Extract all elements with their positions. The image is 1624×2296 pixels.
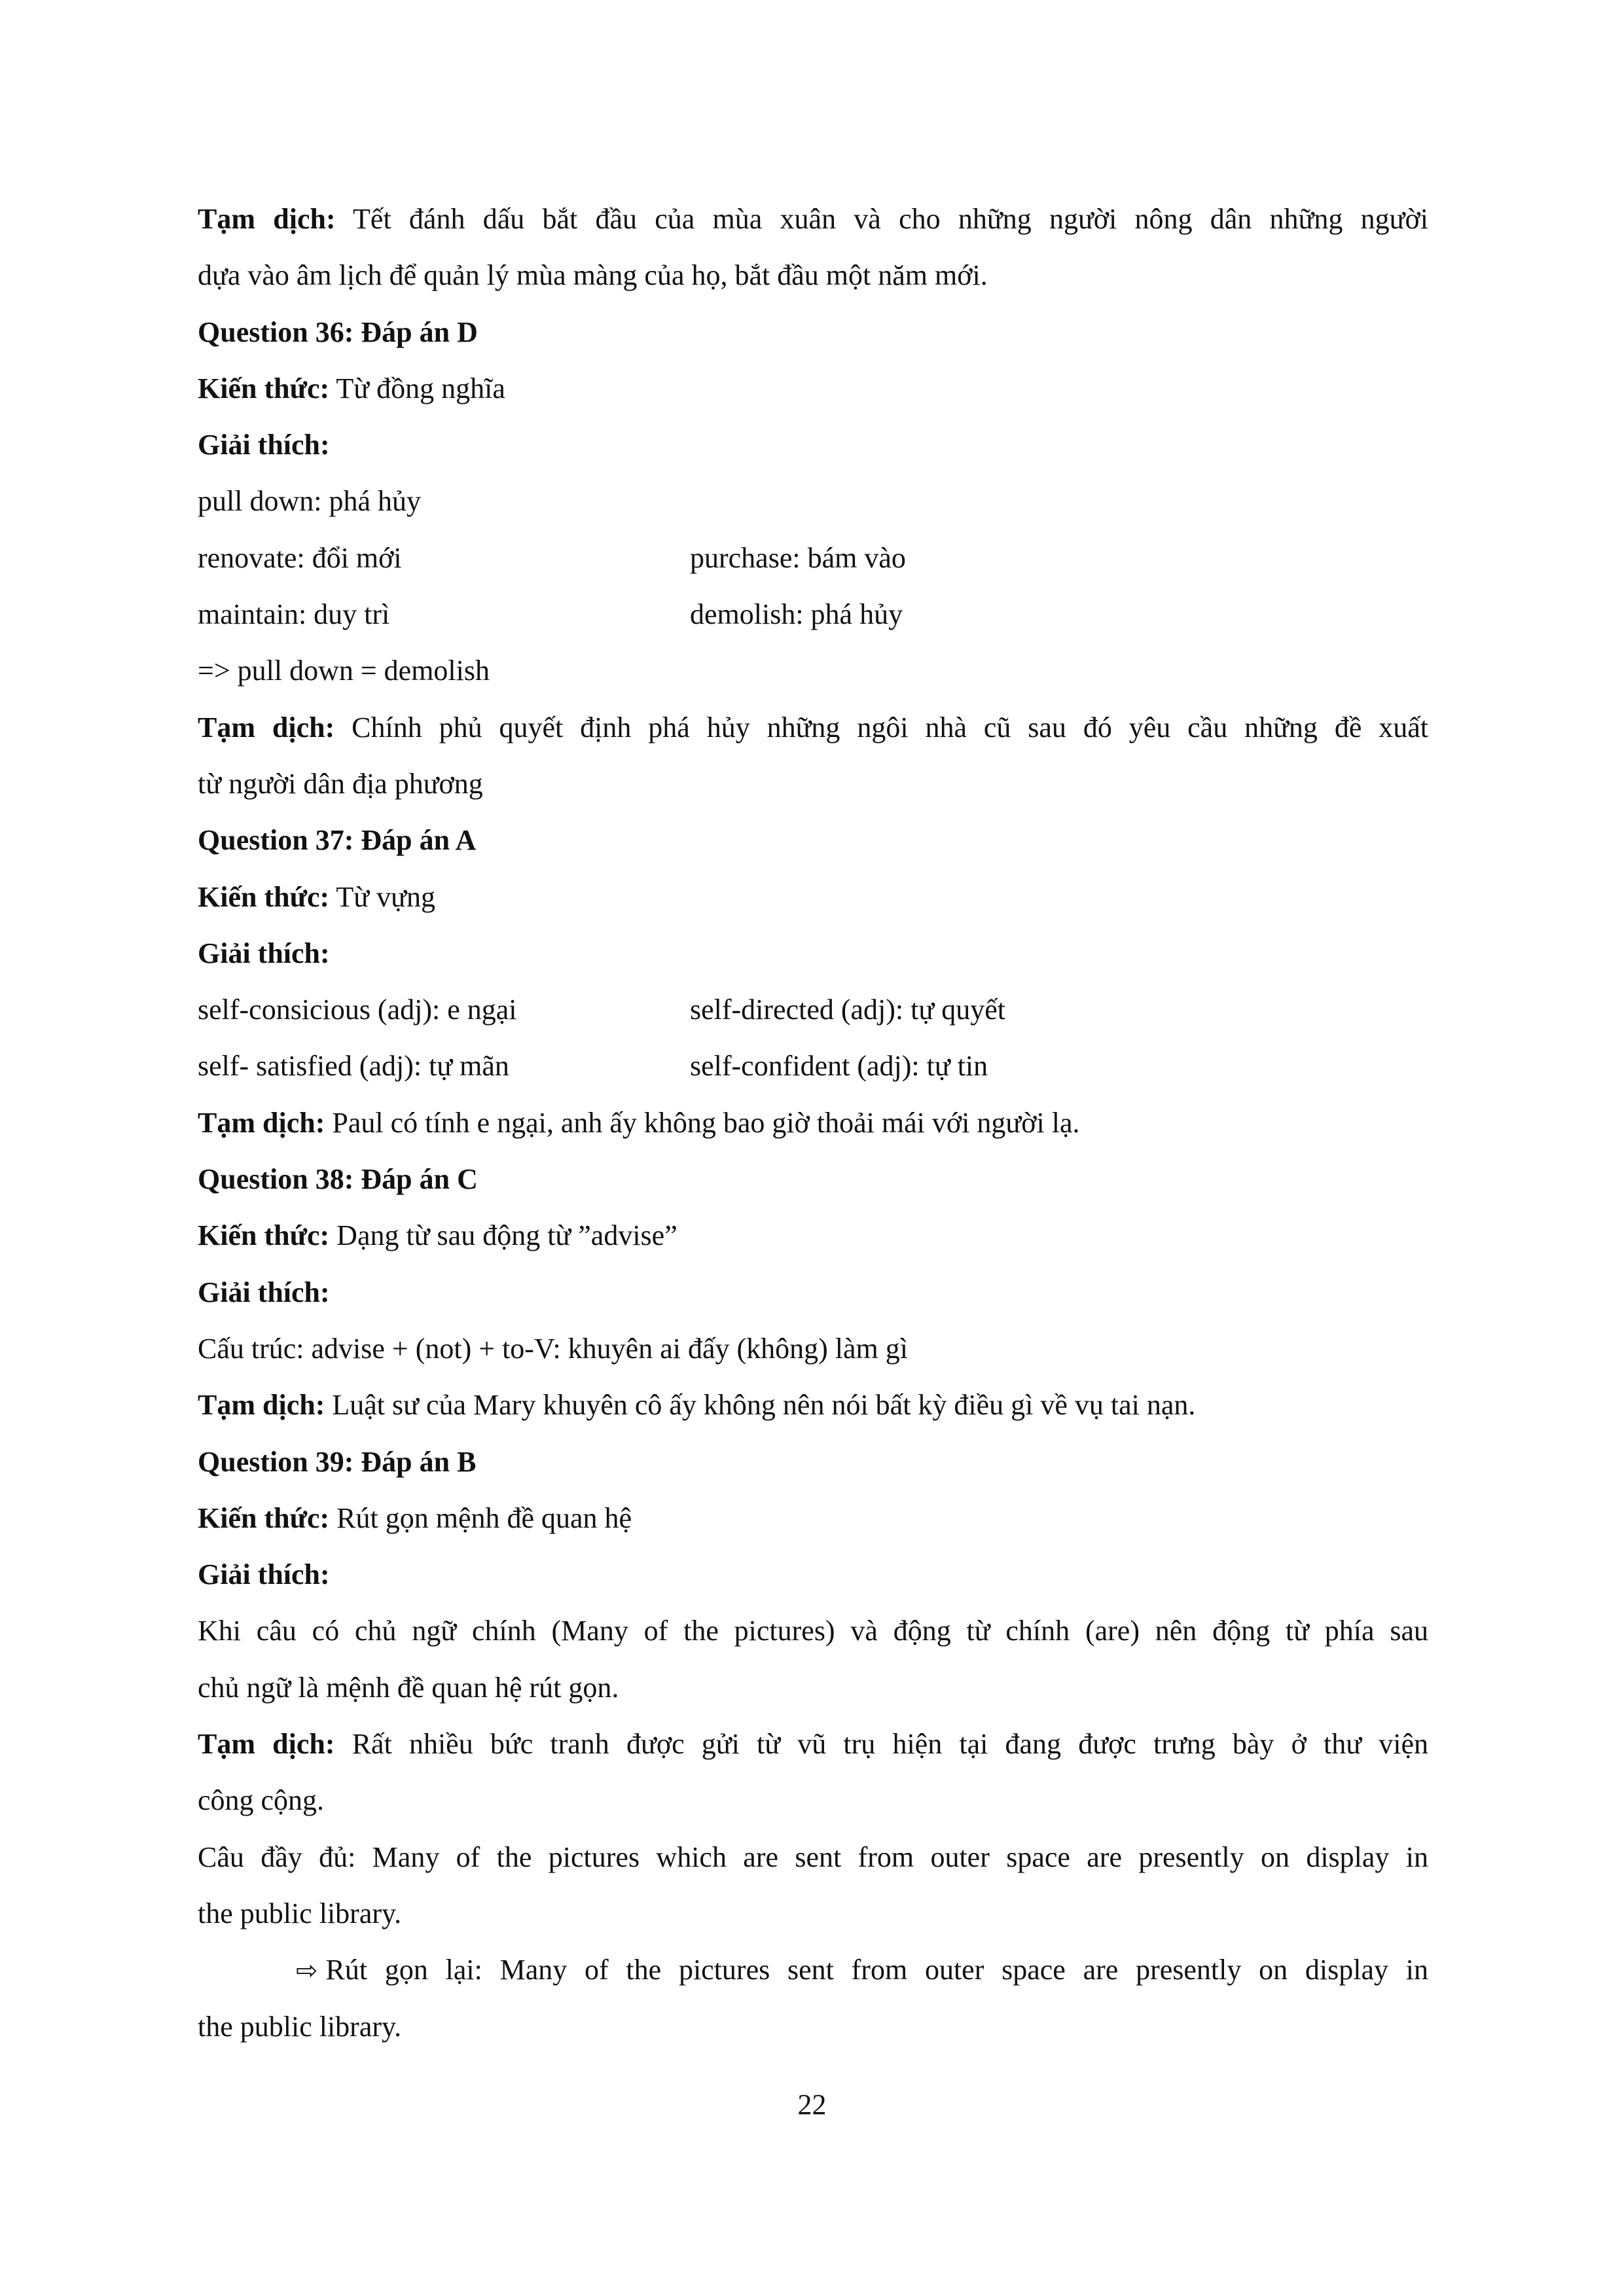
q38-explanation-label: Giải thích: <box>198 1276 330 1308</box>
q39-heading: Question 39: Đáp án B <box>198 1445 477 1478</box>
q39-full-sentence-line2: the public library. <box>198 1897 402 1929</box>
q39-translation-line1: Tạm dịch: Rất nhiều bức tranh được gửi từ vũ trụ hiện tại đang được trưng bày ở thư viện <box>198 1728 1428 1761</box>
q39-translation-line2: công cộng. <box>198 1784 325 1817</box>
translation-label: Tạm dịch: <box>198 1389 325 1422</box>
q36-translation-line1: Tạm dịch: Chính phủ quyết định phá hủy những ngôi nhà cũ sau đó yêu cầu những đề xuất <box>198 711 1428 744</box>
option-left: renovate: đổi mới <box>198 541 402 574</box>
q38-translation: Tạm dịch: Luật sư của Mary khuyên cô ấy không nên nói bất kỳ điều gì về vụ tai nạn. <box>198 1389 1196 1422</box>
translation-label: Tạm dịch: <box>198 711 335 744</box>
knowledge-label: Kiến thức: <box>198 880 330 913</box>
q39-knowledge: Kiến thức: Rút gọn mệnh đề quan hệ <box>198 1501 632 1534</box>
option-right: purchase: bám vào <box>690 541 906 574</box>
q36-knowledge: Kiến thức: Từ đồng nghĩa <box>198 372 505 404</box>
option-left: self-consicious (adj): e ngại <box>198 994 517 1026</box>
q36-explanation-label: Giải thích: <box>198 429 330 461</box>
q38-structure: Cấu trúc: advise + (not) + to-V: khuyên ai đấy (không) làm gì <box>198 1332 909 1365</box>
q38-knowledge: Kiến thức: Dạng từ sau động từ ”advise” <box>198 1219 677 1252</box>
q37-option-row <box>198 982 1428 1038</box>
q35-translation-line2: dựa vào âm lịch để quản lý mùa màng của họ, bắt đầu một năm mới. <box>198 259 988 292</box>
translation-label: Tạm dịch: <box>198 203 336 235</box>
document-page <box>198 191 1428 2055</box>
q39-reduced-sentence-line2: the public library. <box>198 2010 402 2043</box>
q39-explanation-line1: Khi câu có chủ ngữ chính (Many of the pictures) và động từ chính (are) nên động từ phía sau <box>198 1615 1428 1647</box>
translation-label: Tạm dịch: <box>198 1728 335 1761</box>
q36-pull-down-line: pull down: phá hủy <box>198 485 421 518</box>
q36-conclusion: => pull down = demolish <box>198 655 490 687</box>
q36-option-row <box>198 530 1428 586</box>
knowledge-label: Kiến thức: <box>198 1219 330 1252</box>
option-left: self- satisfied (adj): tự mãn <box>198 1050 509 1083</box>
q39-full-sentence-line1: Câu đầy đủ: Many of the pictures which are sent from outer space are presently on display in <box>198 1840 1428 1873</box>
arrow-right-outline-icon: ⇨ <box>296 1956 318 1986</box>
q36-heading: Question 36: Đáp án D <box>198 315 478 348</box>
option-right: demolish: phá hủy <box>690 598 903 631</box>
q37-explanation-label: Giải thích: <box>198 937 330 969</box>
option-right: self-confident (adj): tự tin <box>690 1050 988 1083</box>
q37-knowledge: Kiến thức: Từ vựng <box>198 880 435 913</box>
knowledge-label: Kiến thức: <box>198 372 330 404</box>
q38-heading: Question 38: Đáp án C <box>198 1163 478 1196</box>
option-left: maintain: duy trì <box>198 598 390 631</box>
knowledge-label: Kiến thức: <box>198 1501 330 1534</box>
q37-option-row <box>198 1038 1428 1094</box>
q36-translation-line2: từ người dân địa phương <box>198 767 483 800</box>
q37-translation: Tạm dịch: Paul có tính e ngại, anh ấy không bao giờ thoải mái với người lạ. <box>198 1106 1080 1139</box>
q39-explanation-label: Giải thích: <box>198 1558 330 1591</box>
q36-option-row <box>198 586 1428 643</box>
q39-reduced-sentence-line1: ⇨ Rút gọn lại: Many of the pictures sent from outer space are presently on display in <box>198 1942 1428 1998</box>
q35-translation-line1: Tạm dịch: Tết đánh dấu bắt đầu của mùa xuân và cho những người nông dân những người <box>198 203 1428 235</box>
q39-explanation-line2: chủ ngữ là mệnh đề quan hệ rút gọn. <box>198 1671 619 1704</box>
option-right: self-directed (adj): tự quyết <box>690 994 1005 1026</box>
translation-label: Tạm dịch: <box>198 1106 325 1139</box>
q37-heading: Question 37: Đáp án A <box>198 824 477 857</box>
page-number: 22 <box>797 2089 827 2121</box>
